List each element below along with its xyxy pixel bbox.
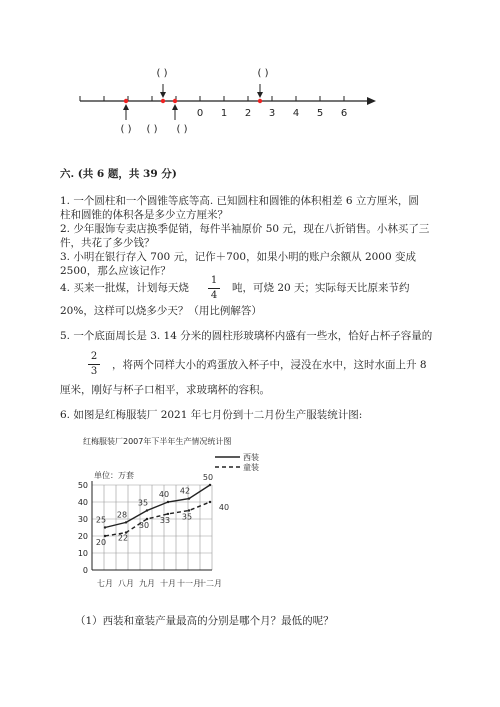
- series-point: [167, 513, 169, 515]
- series-data-label: 40: [218, 503, 230, 512]
- q6-sub1: （1）西装和童装产量最高的分别是哪个月？最低的呢？: [75, 615, 334, 627]
- number-line-tick-label: 1: [220, 108, 228, 119]
- q2-line2: 件，共花了多少钱？: [60, 237, 155, 249]
- series-point: [104, 535, 106, 537]
- series-data-label: 30: [138, 521, 150, 530]
- series-data-label: 35: [181, 512, 193, 522]
- chart-x-tick-label: 十二月: [198, 579, 222, 588]
- chart-tick-labels: [78, 481, 222, 588]
- series-data-label: 20: [95, 538, 107, 547]
- chart-y-tick-label: 30: [77, 515, 88, 524]
- chart-y-tick-label: 50: [77, 481, 88, 490]
- chart-y-tick-label: 20: [77, 532, 88, 541]
- number-line-blank-below: ( ): [176, 124, 188, 135]
- number-line-blank-above: ( ): [156, 68, 168, 79]
- q5-fraction-numerator: 2: [90, 351, 98, 362]
- q4-fraction-denominator: 4: [210, 290, 218, 301]
- series-point: [146, 518, 148, 520]
- number-line-arrowhead: [367, 97, 376, 105]
- series-data-label: 50: [202, 473, 214, 482]
- section-title: 六. (共 6 题，共 39 分): [60, 168, 177, 180]
- chart-y-tick-label: 40: [77, 498, 88, 507]
- number-line-tick-label: 2: [244, 108, 252, 119]
- q4-line1-part2: 吨，可烧 20 天；实际每天比原来节约: [232, 282, 410, 294]
- chart-x-tick-label: 七月: [97, 579, 113, 588]
- q3-line1: 3. 小明在银行存入 700 元，记作＋700，如果小明的账户余额从 2000 变成: [60, 251, 417, 263]
- q5-line1: 5. 一个底面周长是 3. 14 分米的圆柱形玻璃杯内盛有一些水，恰好占杯子容量的: [60, 330, 433, 342]
- number-line-tick-label: 6: [340, 108, 348, 119]
- q2-line1: 2. 少年服饰专卖店换季促销，每件半袖原价 50 元，现在八折销售。小林买了三: [60, 223, 430, 235]
- number-line-point: [161, 99, 165, 103]
- q6-line1: 6. 如图是红梅服装厂 2021 年七月份到十二月份生产服装统计图:: [60, 409, 363, 421]
- number-line: [80, 68, 376, 135]
- series-data-label: 28: [116, 510, 128, 520]
- series-data-label: 42: [179, 486, 191, 496]
- series-point: [104, 526, 106, 528]
- q5-line3: 厘米，刚好与杯子口相平，求玻璃杯的容积。: [60, 384, 270, 396]
- number-line-arrow-down-head: [160, 92, 166, 98]
- q5-fraction: [88, 351, 100, 378]
- number-line-tick-label: 0: [196, 108, 204, 119]
- chart-y-label: 单位：万套: [94, 471, 134, 480]
- number-line-tick-label: 3: [268, 108, 276, 119]
- chart-y-tick-label: 0: [82, 566, 88, 575]
- chart-x-tick-label: 八月: [118, 579, 134, 588]
- number-line-arrow-up-head: [172, 104, 178, 110]
- chart-title: 红梅服装厂2007年下半年生产情况统计图: [83, 437, 232, 446]
- number-line-point: [258, 99, 262, 103]
- number-line-arrow-down-head: [257, 92, 263, 98]
- series-point: [167, 501, 169, 503]
- number-line-arrow-up-head: [123, 104, 129, 110]
- q4-fraction: [208, 275, 220, 302]
- number-line-blank-below: ( ): [120, 124, 132, 135]
- series-point: [188, 497, 190, 499]
- series-data-label: 33: [159, 515, 171, 525]
- series-point: [209, 501, 211, 503]
- q4-line1-part1: 4. 买来一批煤，计划每天烧: [60, 282, 189, 294]
- q3-line2: 2500，那么应该记作？: [60, 265, 171, 277]
- series-data-label: 25: [95, 515, 107, 525]
- chart-x-tick-label: 十一月: [177, 579, 201, 588]
- series-point: [125, 521, 127, 523]
- number-line-figure: [0, 0, 500, 150]
- q4-line2: 20%，这样可以烧多少天？（用比例解答）: [60, 305, 262, 317]
- number-line-blank-below: ( ): [146, 124, 158, 135]
- series-data-label: 35: [137, 498, 149, 508]
- number-line-blank-above: ( ): [257, 68, 269, 79]
- chart-x-tick-label: 十月: [160, 579, 176, 588]
- legend-label: 童装: [243, 463, 259, 472]
- series-point: [209, 484, 211, 486]
- series-data-label: 40: [158, 490, 170, 499]
- q1-line2: 柱和圆锥的体积各是多少立方厘米？: [60, 209, 228, 221]
- chart-y-tick-label: 10: [77, 549, 88, 558]
- legend-label: 西装: [243, 453, 259, 462]
- number-line-point: [124, 99, 128, 103]
- series-data-label: 22: [117, 533, 129, 543]
- q1-line1: 1. 一个圆柱和一个圆锥等底等高. 已知圆柱和圆锥的体积相差 6 立方厘米，圆: [60, 195, 419, 207]
- production-line-chart: [60, 432, 320, 602]
- q5-fraction-denominator: 3: [90, 366, 98, 377]
- series-line-xizhuang: [105, 485, 210, 528]
- series-point: [146, 509, 148, 511]
- chart-x-tick-label: 九月: [139, 579, 155, 588]
- chart-grid: [92, 485, 212, 570]
- number-line-tick-label: 4: [292, 108, 300, 119]
- number-line-tick-label: 5: [316, 108, 324, 119]
- q4-fraction-numerator: 1: [210, 275, 218, 286]
- series-point: [188, 509, 190, 511]
- q5-line2: ，将两个同样大小的鸡蛋放入杯子中，浸没在水中，这时水面上升 8: [112, 359, 427, 371]
- chart-legend: [215, 452, 259, 472]
- number-line-point: [173, 99, 177, 103]
